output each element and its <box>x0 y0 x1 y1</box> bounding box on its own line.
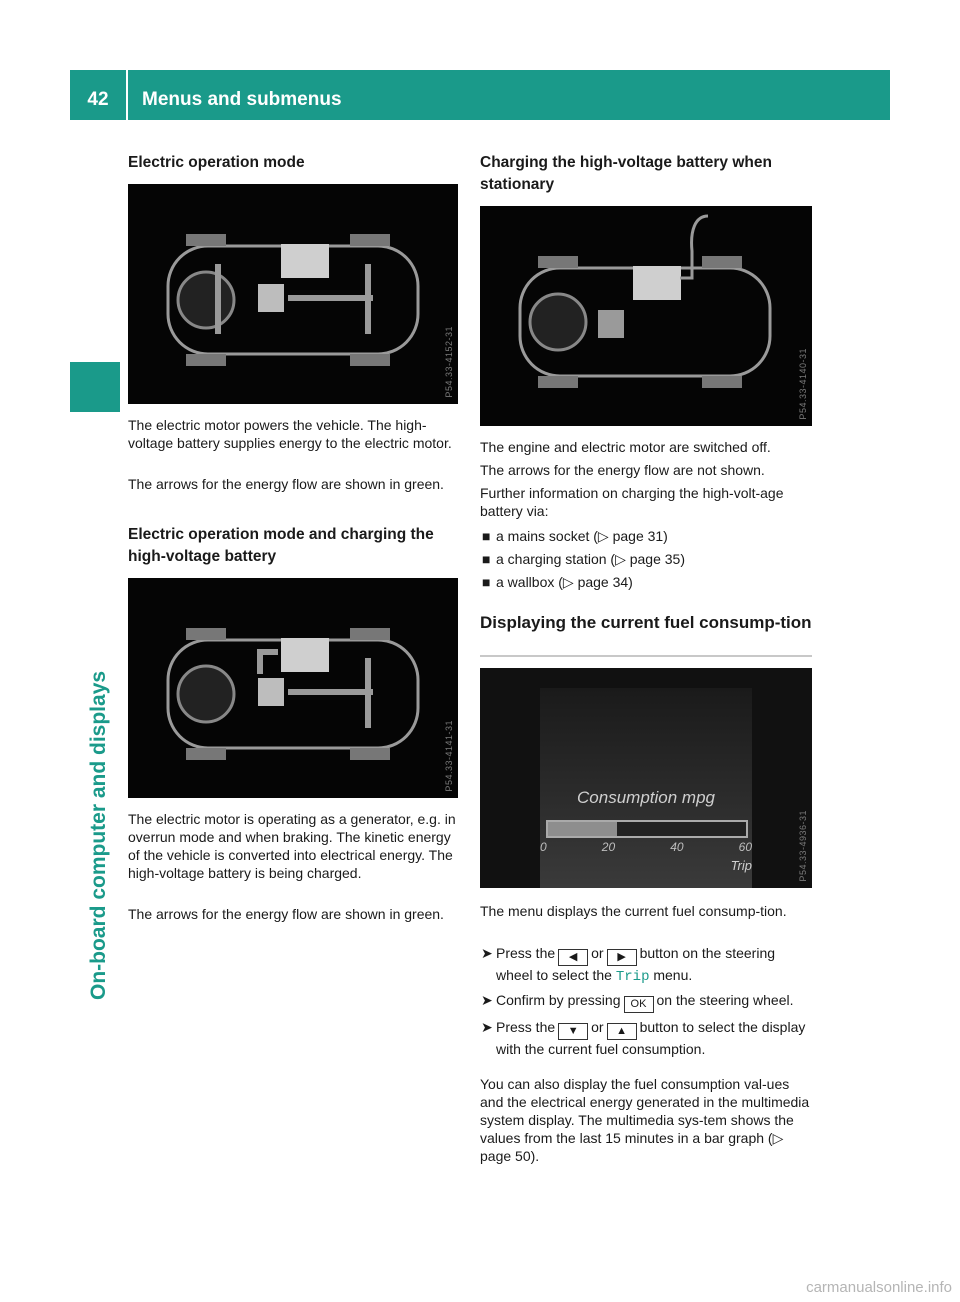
side-tab-marker <box>70 362 120 412</box>
heading-fuel-consumption: Displaying the current fuel consump-tion <box>480 613 812 632</box>
step-text: Press the <box>496 1019 556 1035</box>
paragraph: You can also display the fuel consumption val-ues and the electrical energy generated in the multimedia system display. The multimedia sys-tem shows the values from the last 15 minutes in a bar graph (▷ page 50). <box>480 1076 810 1164</box>
step-text: button to select the display with the current fuel consumption. <box>496 1019 806 1057</box>
paragraph: The engine and electric motor are switched off. <box>480 439 771 455</box>
trip-menu-label: Trip <box>730 858 752 873</box>
chapter-label: On-board computer and displays <box>87 670 110 1000</box>
figure-electric-operation <box>128 184 458 404</box>
arrow-icon: ➤ <box>481 992 493 1008</box>
list-item-text: a mains socket (▷ page 31) <box>496 528 668 544</box>
bar-scale <box>540 840 752 854</box>
bullet-icon: ■ <box>482 528 491 544</box>
list-item-text: a wallbox (▷ page 34) <box>496 574 633 590</box>
tick-label: 20 <box>601 840 616 854</box>
paragraph: The menu displays the current fuel consump-tion. <box>480 903 787 919</box>
figure-code: P54.33-4936-31 <box>798 810 808 882</box>
figure-code: P54.33-4141-31 <box>444 720 454 792</box>
arrow-icon: ➤ <box>481 1019 493 1035</box>
heading-charging-stationary: Charging the high-voltage battery when stationary <box>480 154 772 193</box>
bullet-icon: ■ <box>482 574 491 590</box>
heading-rule <box>480 655 812 657</box>
list-item[interactable] <box>480 527 812 545</box>
figure-code: P54.33-4140-31 <box>798 348 808 420</box>
list-item[interactable] <box>480 550 812 568</box>
left-arrow-key-icon: ◀ <box>558 949 588 966</box>
instruction-steps <box>480 944 812 1063</box>
step-text: Press the <box>496 945 556 961</box>
figure-consumption-display <box>480 668 812 888</box>
up-arrow-key-icon: ▲ <box>607 1023 637 1040</box>
tick-label: 40 <box>670 840 684 854</box>
figure-generator-mode <box>128 578 458 798</box>
step-item <box>480 1018 812 1058</box>
figure-charging-stationary <box>480 206 812 426</box>
paragraph: Further information on charging the high-volt-age battery via: <box>480 485 784 519</box>
tick-label: 60 <box>738 840 752 854</box>
step-item <box>480 991 812 1013</box>
paragraph: The electric motor powers the vehicle. The high-voltage battery supplies energy to the electric motor. <box>128 417 452 451</box>
figure-code: P54.33-4152-31 <box>444 326 454 398</box>
list-item-text: a charging station (▷ page 35) <box>496 551 685 567</box>
watermark: carmanualsonline.info <box>806 1279 952 1296</box>
tick-label: 0 <box>540 840 547 854</box>
vehicle-diagram-1 <box>128 184 458 404</box>
arrow-icon: ➤ <box>481 945 493 961</box>
step-text: on the steering wheel. <box>656 992 794 1008</box>
step-text: or <box>591 945 604 961</box>
vehicle-diagram-3 <box>480 206 812 426</box>
step-text: button on the steering wheel to select the <box>496 945 776 983</box>
step-text: Confirm by pressing <box>496 992 621 1008</box>
paragraph: The electric motor is operating as a generator, e.g. in overrun mode and when braking. The kinetic energy of the vehicle is converted into electrical energy. The high-voltage battery is being charged. <box>128 811 456 881</box>
vehicle-diagram-2 <box>128 578 458 798</box>
consumption-title: Consumption mpg <box>577 788 715 807</box>
paragraph: The arrows for the energy flow are not shown. <box>480 462 765 478</box>
trip-menu-name: Trip <box>615 969 650 985</box>
step-text: menu. <box>653 967 693 983</box>
ok-key-icon: OK <box>624 996 654 1013</box>
bullet-icon: ■ <box>482 551 491 567</box>
step-text: or <box>591 1019 604 1035</box>
step-item <box>480 944 812 986</box>
heading-electric-operation-mode: Electric operation mode <box>128 154 305 171</box>
consumption-bar-fill <box>548 822 617 836</box>
paragraph: The arrows for the energy flow are shown in green. <box>128 476 444 492</box>
consumption-bar <box>546 820 748 838</box>
paragraph: The arrows for the energy flow are shown in green. <box>128 906 444 922</box>
list-item[interactable] <box>480 573 812 591</box>
heading-generator-mode: Electric operation mode and charging the high-voltage battery <box>128 526 434 565</box>
right-arrow-key-icon: ▶ <box>607 949 637 966</box>
header-divider <box>126 70 128 120</box>
charging-options-list <box>480 527 812 596</box>
section-title: Menus and submenus <box>142 89 342 110</box>
page-number: 42 <box>87 89 109 110</box>
down-arrow-key-icon: ▼ <box>558 1023 588 1040</box>
